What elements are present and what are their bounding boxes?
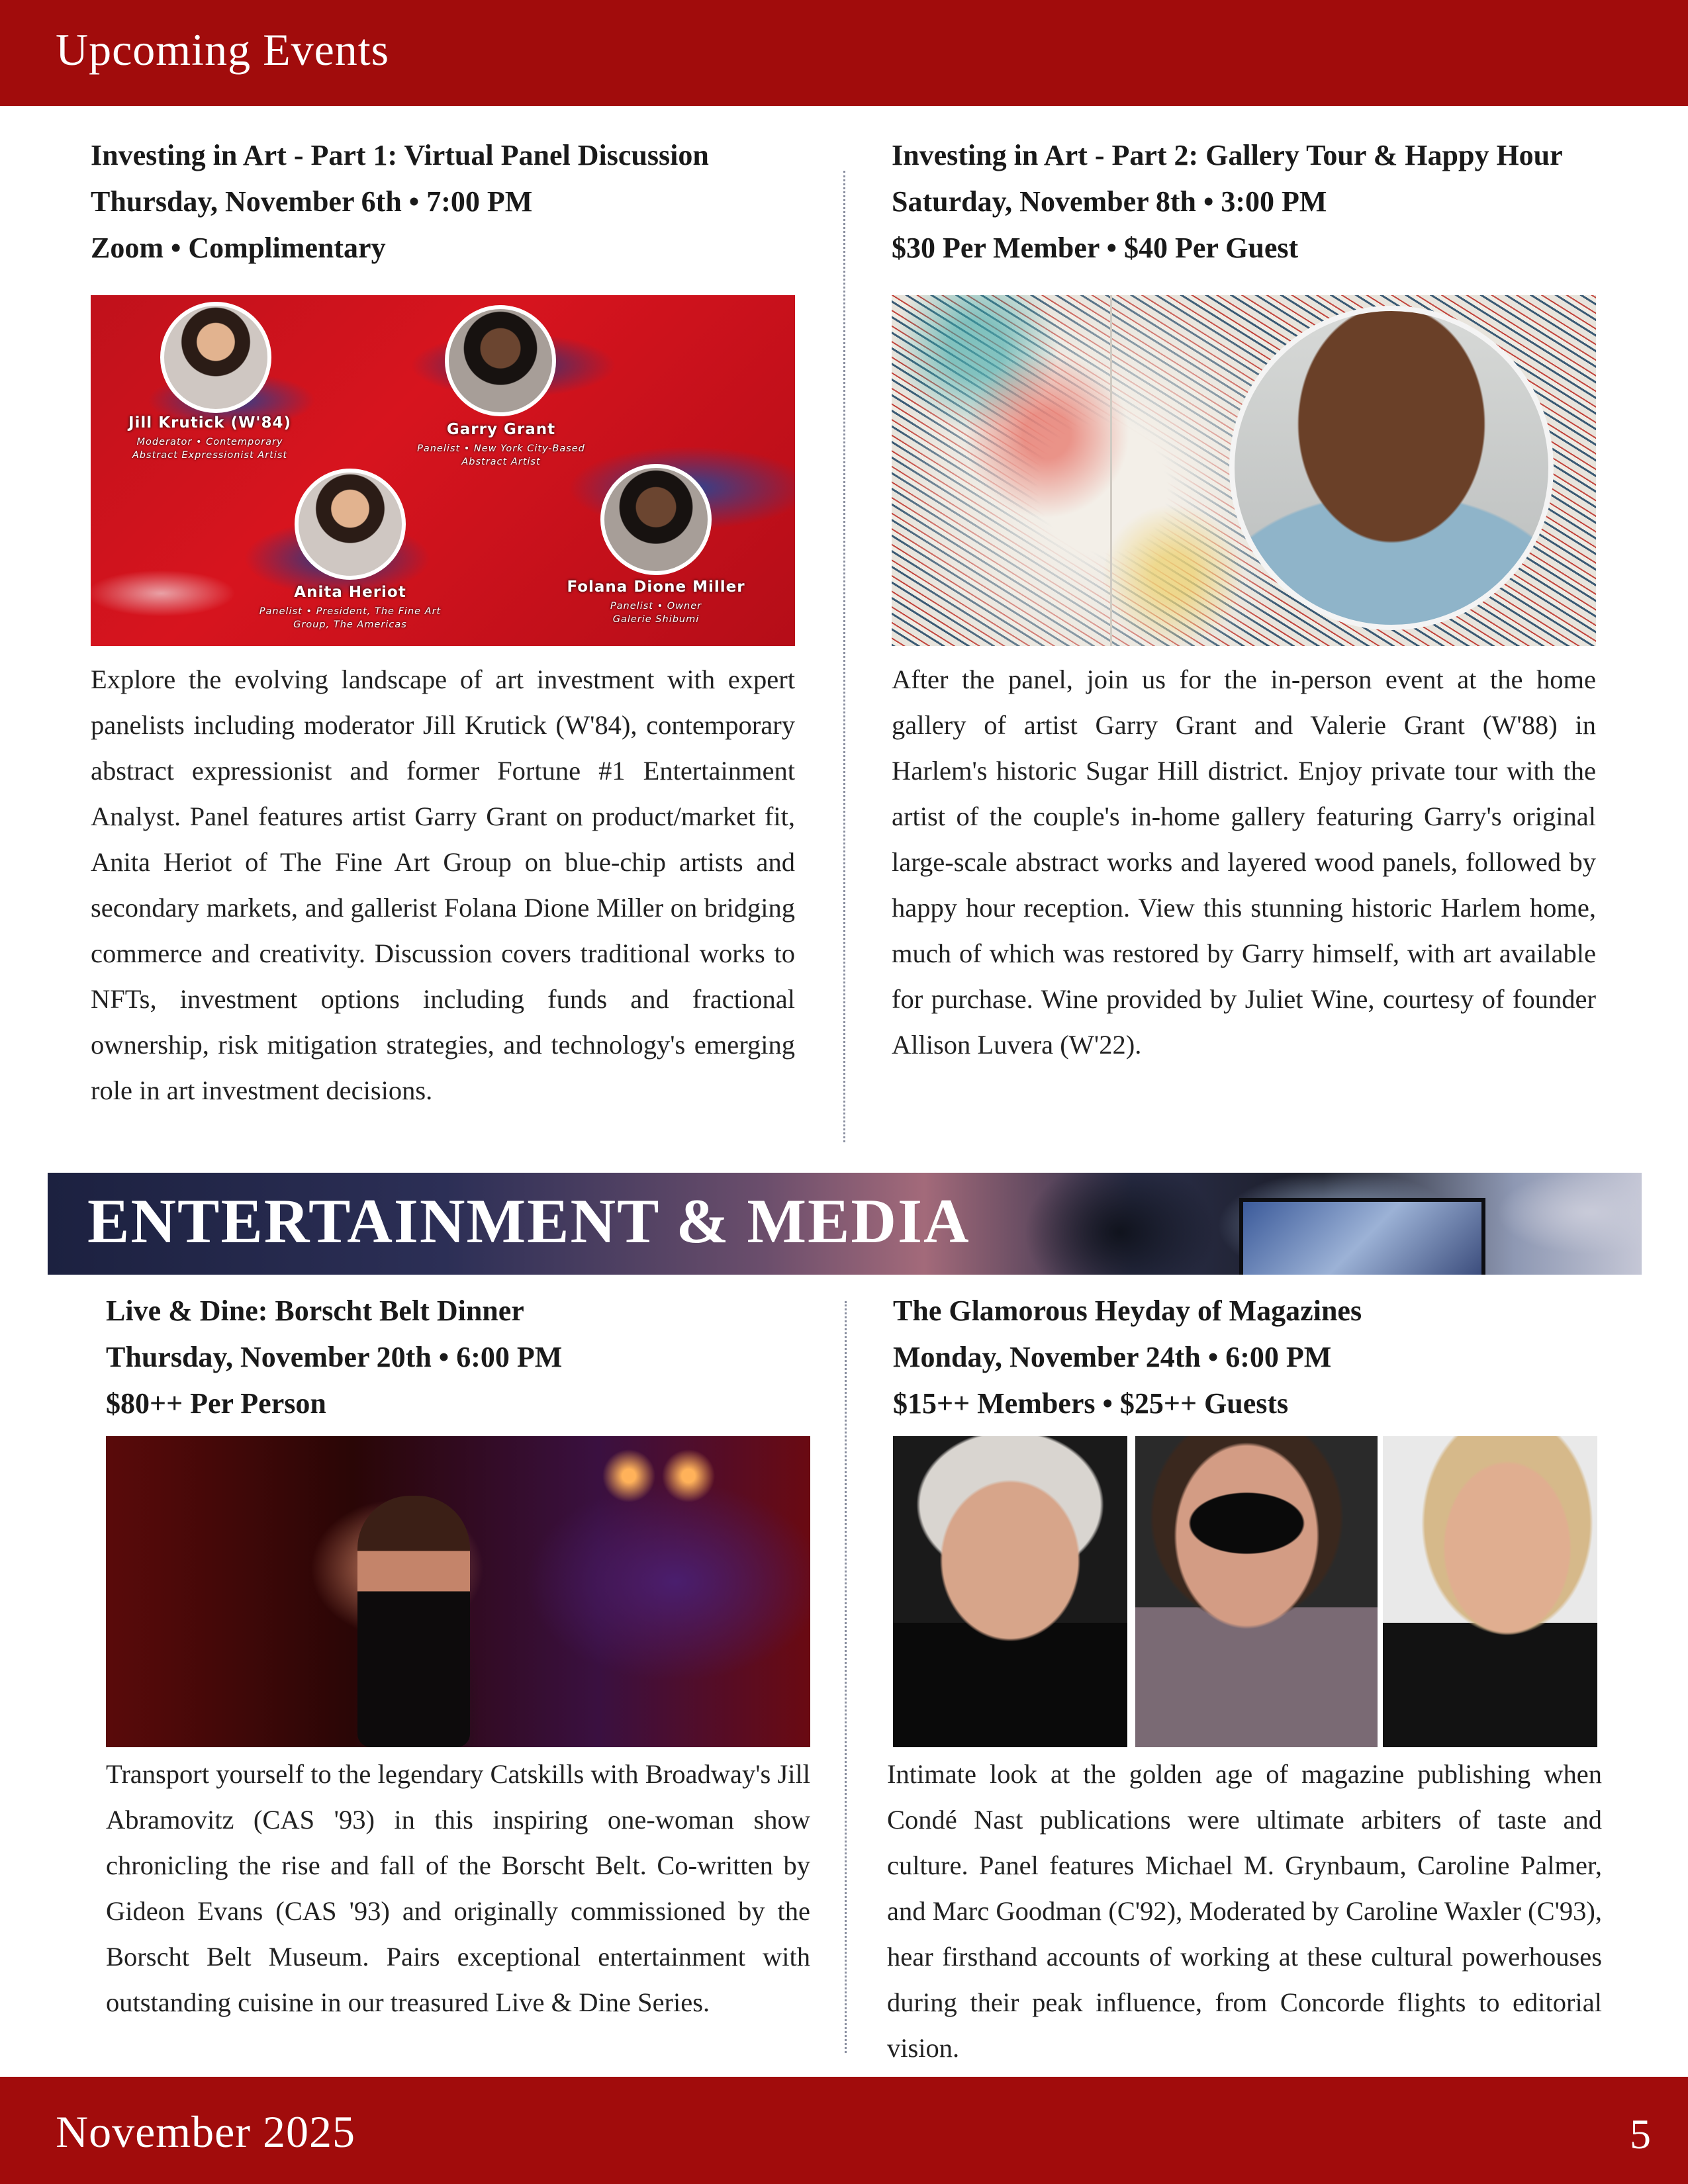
event-title: Investing in Art - Part 2: Gallery Tour & Happy Hour [892, 139, 1563, 171]
event-date: Saturday, November 8th • 3:00 PM [892, 185, 1327, 218]
event-magazines [893, 1288, 1621, 1427]
panelist-name: Folana Dione Miller [567, 578, 745, 596]
event-art-panel [91, 132, 795, 271]
panelist-role: Group, The Americas [293, 619, 407, 630]
event-date: Monday, November 24th • 6:00 PM [893, 1341, 1332, 1373]
panelist-photo [600, 464, 712, 575]
panelist-photo [1135, 1436, 1378, 1747]
header-band [0, 0, 1688, 106]
event-borscht-dinner [106, 1288, 810, 1427]
section-title: Upcoming Events [56, 24, 390, 75]
event-title: Investing in Art - Part 1: Virtual Panel Discussion [91, 139, 709, 171]
event-price: Zoom • Complimentary [91, 232, 386, 264]
panelist-role: Abstract Artist [461, 457, 541, 467]
issue-date: November 2025 [56, 2107, 356, 2157]
performer-figure [357, 1496, 470, 1747]
column-divider [843, 171, 845, 1142]
panelists-image [91, 295, 795, 646]
magazine-panel-images [893, 1436, 1597, 1747]
banner-title: ENTERTAINMENT & MEDIA [87, 1186, 970, 1256]
panelist-role: Moderator • Contemporary [136, 437, 283, 447]
event-description [892, 657, 1596, 1068]
page-number: 5 [1630, 2111, 1651, 2158]
event-body: After the panel, join us for the in-person event at the home gallery of artist Garry Grant and Valerie Grant (W'88) in Harlem's historic Sugar Hill district. Enjoy private tour with the artist of the couple's in-home gallery featuring Garry's original large-scale abstract works and layered wood panels, followed by happy hour reception. View this stunning historic Harlem home, much of which was restored by Garry himself, with art available for purchase. Wine provided by Juliet Wine, courtesy of founder Allison Luvera (W'22). [892, 664, 1596, 1060]
event-date: Thursday, November 6th • 7:00 PM [91, 185, 533, 218]
event-title: The Glamorous Heyday of Magazines [893, 1295, 1362, 1327]
artist-portrait [1229, 306, 1554, 630]
event-price: $15++ Members • $25++ Guests [893, 1387, 1289, 1420]
gallery-image [892, 295, 1596, 646]
panelist-photo [1383, 1436, 1597, 1747]
panelist-name: Garry Grant [446, 421, 556, 438]
event-price: $80++ Per Person [106, 1387, 326, 1420]
event-title: Live & Dine: Borscht Belt Dinner [106, 1295, 524, 1327]
event-description [91, 657, 795, 1113]
event-body: Intimate look at the golden age of magazine publishing when Condé Nast publications were ultimate arbiters of taste and culture. Panel features Michael M. Grynbaum, Caroline Palmer, and Marc Goodman (C'92), Moderated by Caroline Waxler (C'93), hear firsthand accounts of working at these cultural powerhouses during their peak influence, from Concorde flights to editorial vision. [887, 1759, 1602, 2063]
panelist-name: Anita Heriot [294, 584, 406, 601]
event-price: $30 Per Member • $40 Per Guest [892, 232, 1299, 264]
panelist-photo [295, 469, 406, 580]
panelist-photo [160, 302, 271, 413]
panelist-photo [445, 305, 556, 416]
event-description [887, 1751, 1602, 2071]
event-gallery-tour [892, 132, 1640, 271]
event-date: Thursday, November 20th • 6:00 PM [106, 1341, 563, 1373]
footer-band [0, 2077, 1688, 2184]
section-banner [48, 1173, 1642, 1275]
panelist-photo [893, 1436, 1127, 1747]
panel-seam [1110, 295, 1112, 646]
panelist-role: Panelist • New York City-Based [417, 443, 585, 454]
panelist-role: Panelist • Owner [610, 601, 702, 612]
panelist-name: Jill Krutick (W'84) [128, 414, 291, 432]
panelist-role: Panelist • President, The Fine Art [259, 606, 442, 617]
panelist-role: Galerie Shibumi [612, 614, 700, 625]
event-body: Explore the evolving landscape of art investment with expert panelists including moderator Jill Krutick (W'84), contemporary abstract expressionist and former Fortune #1 Entertainment Analyst. Panel features artist Garry Grant on product/market fit, Anita Heriot of The Fine Art Group on blue-chip artists and secondary markets, and gallerist Folana Dione Miller on bridging commerce and creativity. Discussion covers traditional works to NFTs, investment options including funds and fractional ownership, risk mitigation strategies, and technology's emerging role in art investment decisions. [91, 664, 795, 1105]
column-divider [845, 1301, 847, 2053]
event-description [106, 1751, 810, 2025]
event-body: Transport yourself to the legendary Catskills with Broadway's Jill Abramovitz (CAS '93) in this inspiring one-woman show chronicling the rise and fall of the Borscht Belt. Co-written by Gideon Evans (CAS '93) and originally commissioned by the Borscht Belt Museum. Pairs exceptional entertainment with outstanding cuisine in our treasured Live & Dine Series. [106, 1759, 810, 2017]
panelist-role: Abstract Expressionist Artist [132, 450, 288, 461]
performer-image [106, 1436, 810, 1747]
camera-screen [1239, 1198, 1485, 1275]
